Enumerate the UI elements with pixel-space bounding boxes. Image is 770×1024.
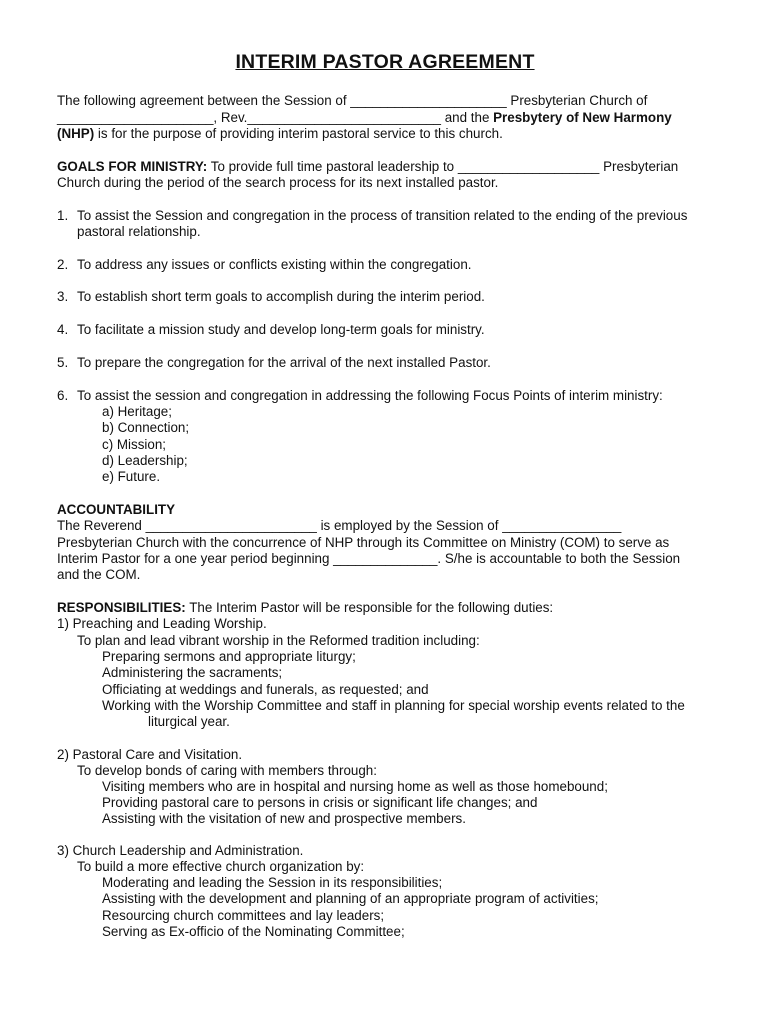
section-1-item: Officiating at weddings and funerals, as requested; and — [102, 682, 429, 697]
goal-text: To establish short term goals to accomplish during the interim period. — [77, 289, 485, 304]
goal-text: To address any issues or conflicts existing within the congregation. — [77, 257, 472, 272]
nhp-abbrev: (NHP) — [57, 126, 95, 141]
goal-number: 1. — [57, 208, 69, 223]
goals-line-1 — [57, 159, 678, 175]
goal-item-1 — [57, 208, 687, 224]
goal-item-5 — [57, 355, 491, 371]
goal-number: 6. — [57, 388, 69, 403]
focus-point-leadership: d) Leadership; — [102, 453, 188, 468]
intro-line-2 — [57, 110, 672, 126]
section-1-item: Administering the sacraments; — [102, 665, 283, 680]
section-2-title: 2) Pastoral Care and Visitation. — [57, 747, 243, 762]
goal-number: 5. — [57, 355, 69, 370]
section-2-item: Assisting with the visitation of new and prospective members. — [102, 811, 466, 826]
goal-item-4 — [57, 322, 485, 338]
intro-line-3 — [57, 126, 503, 142]
goal-text: To prepare the congregation for the arrival of the next installed Pastor. — [77, 355, 491, 370]
page-title: INTERIM PASTOR AGREEMENT — [235, 51, 535, 73]
responsibilities-line — [57, 600, 553, 616]
responsibilities-intro: The Interim Pastor will be responsible for the following duties: — [185, 600, 554, 615]
goal-item-1-cont: pastoral relationship. — [77, 224, 201, 239]
accountability-heading: ACCOUNTABILITY — [57, 502, 176, 517]
intro-line-1: The following agreement between the Session of _____________________ Presbyterian Church of — [57, 93, 648, 108]
presbytery-name: Presbytery of New Harmony — [493, 110, 672, 125]
focus-point-mission: c) Mission; — [102, 437, 166, 452]
section-2-item: Visiting members who are in hospital and nursing home as well as those homebound; — [102, 779, 608, 794]
section-1-item: Preparing sermons and appropriate liturgy; — [102, 649, 356, 664]
intro-line-2-text: _____________________, Rev.__________________________ and the — [57, 110, 494, 125]
accountability-line-4: and the COM. — [57, 567, 141, 582]
goal-number: 2. — [57, 257, 69, 272]
goal-text: To facilitate a mission study and develop long-term goals for ministry. — [77, 322, 485, 337]
responsibilities-heading: RESPONSIBILITIES: — [57, 600, 186, 615]
section-1-title: 1) Preaching and Leading Worship. — [57, 616, 267, 631]
focus-point-heritage: a) Heritage; — [102, 404, 172, 419]
goals-line-1-text: To provide full time pastoral leadership to ___________________ Presbyterian — [207, 159, 679, 174]
accountability-line-3: Interim Pastor for a one year period beginning ______________. S/he is accountable to both the Session — [57, 551, 681, 566]
section-2-item: Providing pastoral care to persons in crisis or significant life changes; and — [102, 795, 538, 810]
accountability-line-2: Presbyterian Church with the concurrence of NHP through its Committee on Ministry (COM) to serve as — [57, 535, 670, 550]
goal-number: 3. — [57, 289, 69, 304]
goal-item-6 — [57, 388, 663, 404]
goal-item-2 — [57, 257, 472, 273]
intro-line-3-text: is for the purpose of providing interim pastoral service to this church. — [94, 126, 503, 141]
section-1-item: Working with the Worship Committee and staff in planning for special worship events related to the — [102, 698, 685, 713]
goal-text: To assist the session and congregation in addressing the following Focus Points of interim ministry: — [77, 388, 663, 403]
goal-item-3 — [57, 289, 485, 305]
section-3-title: 3) Church Leadership and Administration. — [57, 843, 304, 858]
focus-point-connection: b) Connection; — [102, 420, 190, 435]
focus-point-future: e) Future. — [102, 469, 161, 484]
section-1-subtitle: To plan and lead vibrant worship in the Reformed tradition including: — [77, 633, 480, 648]
goals-line-2: Church during the period of the search process for its next installed pastor. — [57, 175, 499, 190]
goal-text: To assist the Session and congregation in the process of transition related to the ending of the previous — [77, 208, 688, 223]
section-2-subtitle: To develop bonds of caring with members through: — [77, 763, 377, 778]
section-3-item: Assisting with the development and planning of an appropriate program of activities; — [102, 891, 599, 906]
goal-number: 4. — [57, 322, 69, 337]
section-3-item: Moderating and leading the Session in its responsibilities; — [102, 875, 443, 890]
section-1-item-cont: liturgical year. — [148, 714, 230, 729]
section-3-subtitle: To build a more effective church organization by: — [77, 859, 365, 874]
goals-heading: GOALS FOR MINISTRY: — [57, 159, 208, 174]
section-3-item: Serving as Ex-officio of the Nominating Committee; — [102, 924, 405, 939]
accountability-line-1: The Reverend _______________________ is employed by the Session of ________________ — [57, 518, 622, 533]
section-3-item: Resourcing church committees and lay leaders; — [102, 908, 385, 923]
